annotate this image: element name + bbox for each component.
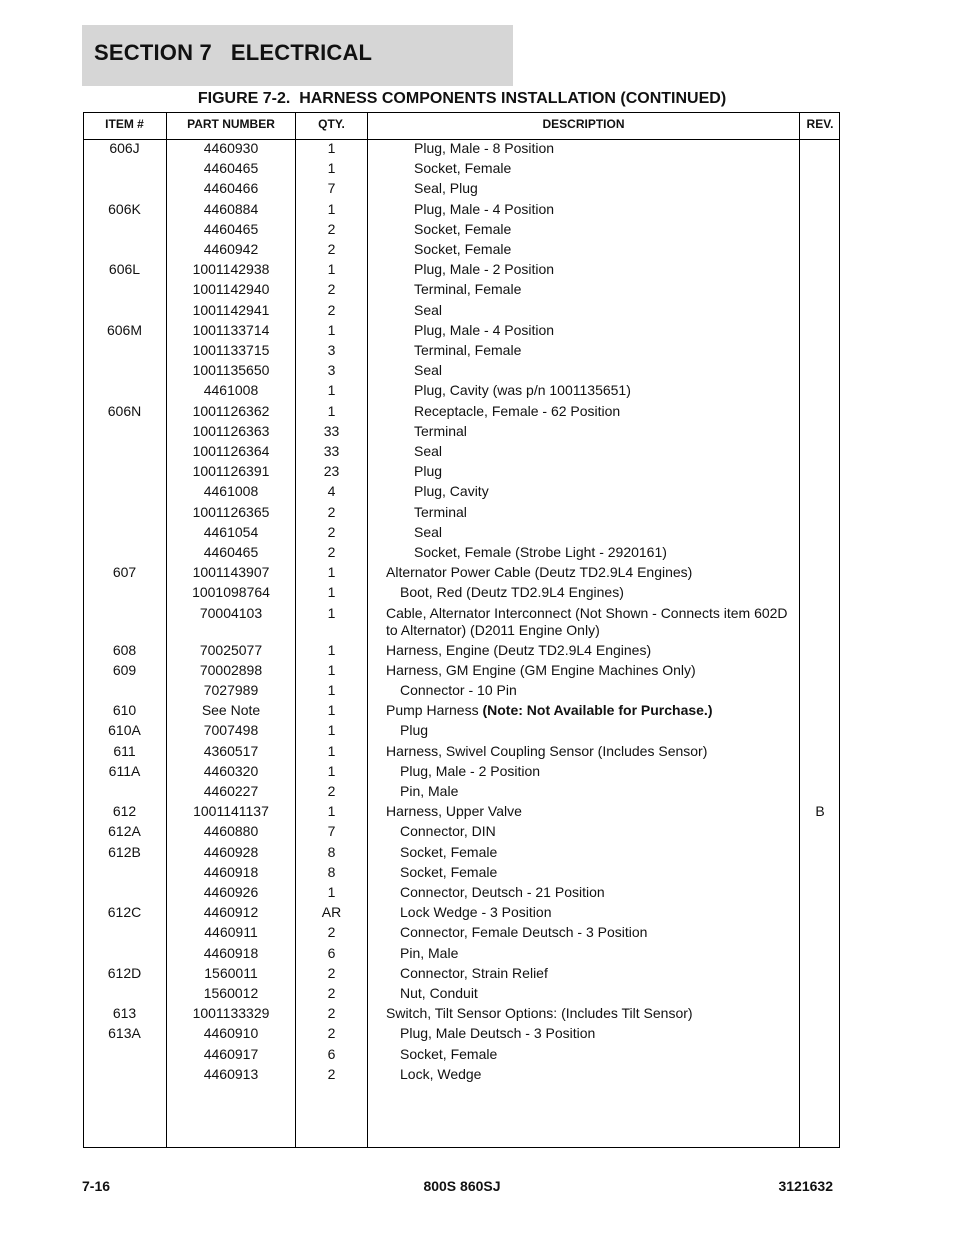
page-number: 7-16 xyxy=(82,1178,111,1194)
description: Plug, Male - 2 Position xyxy=(414,261,555,278)
part-number: 70025077 xyxy=(199,641,263,658)
part-number: 4460910 xyxy=(203,1025,259,1042)
quantity: 1 xyxy=(327,641,336,658)
quantity: 1 xyxy=(327,382,336,399)
quantity: 2 xyxy=(327,1005,336,1022)
description: Socket, Female xyxy=(400,843,498,860)
table-row xyxy=(83,362,840,382)
quantity: 7 xyxy=(327,180,336,197)
item-number: 611A xyxy=(108,762,141,779)
part-number: 4460918 xyxy=(203,944,259,961)
table-row xyxy=(83,1046,840,1066)
table-row xyxy=(83,342,840,362)
item-number: 607 xyxy=(112,564,137,581)
part-number: 7007498 xyxy=(203,722,259,739)
description: Harness, GM Engine (GM Engine Machines Only) xyxy=(386,661,696,678)
quantity: 1 xyxy=(327,564,336,581)
description: Terminal xyxy=(414,503,467,520)
description: Seal, Plug xyxy=(414,180,478,197)
part-number: 4460918 xyxy=(203,863,259,880)
item-number: 606J xyxy=(109,140,140,156)
table-row xyxy=(83,945,840,965)
part-number: 4460911 xyxy=(204,924,258,941)
part-number: 4460320 xyxy=(203,762,259,779)
part-number: 1001141137 xyxy=(193,803,269,820)
quantity: 1 xyxy=(327,682,336,698)
quantity: 2 xyxy=(327,985,336,1001)
table-row xyxy=(83,241,840,261)
quantity: 2 xyxy=(327,220,336,237)
part-number: 4460884 xyxy=(203,200,259,217)
quantity: 23 xyxy=(323,463,340,480)
table-row xyxy=(83,904,840,924)
part-number: 4460880 xyxy=(203,823,259,840)
description: Plug, Male - 8 Position xyxy=(414,140,555,156)
part-number: 1001133714 xyxy=(192,321,270,338)
part-number: 4460465 xyxy=(203,160,259,177)
part-number: 70002898 xyxy=(199,661,263,678)
part-number: 4460917 xyxy=(203,1045,259,1062)
table-row xyxy=(83,604,840,638)
description: Switch, Tilt Sensor Options: (Includes Tilt Sensor) xyxy=(386,1005,693,1022)
table-row xyxy=(83,702,840,722)
quantity: 1 xyxy=(327,402,336,419)
description: Lock Wedge - 3 Position xyxy=(400,904,552,921)
description: Seal xyxy=(414,362,443,379)
quantity: 2 xyxy=(327,281,336,298)
description: Cable, Alternator Interconnect (Not Shown - Connects item 602D to Alternator) (D2011 Engine Only) xyxy=(386,604,788,638)
description: Seal xyxy=(414,443,443,459)
table-row xyxy=(83,443,840,463)
item-number: 606K xyxy=(108,200,141,217)
part-number: 4460928 xyxy=(203,843,259,860)
table-row xyxy=(83,864,840,884)
part-number: 1001133715 xyxy=(192,342,270,358)
table-row xyxy=(83,823,840,843)
column-header-description: DESCRIPTION xyxy=(542,117,625,131)
table-row xyxy=(83,743,840,763)
description: Harness, Engine (Deutz TD2.9L4 Engines) xyxy=(386,641,652,658)
table-row xyxy=(83,803,840,823)
description: Plug, Male - 2 Position xyxy=(400,762,541,779)
description: Nut, Conduit xyxy=(400,985,478,1001)
column-header-qty: QTY. xyxy=(318,117,345,131)
part-number: 1001133329 xyxy=(192,1005,270,1022)
item-number: 610 xyxy=(112,702,137,719)
table-row xyxy=(83,423,840,443)
table-row xyxy=(83,924,840,944)
part-number: 1001142938 xyxy=(192,261,270,278)
description: Terminal, Female xyxy=(414,281,522,298)
table-row xyxy=(83,662,840,682)
table-row xyxy=(83,544,840,564)
description: Socket, Female xyxy=(400,1045,498,1062)
table-row xyxy=(83,965,840,985)
part-number: 1001098764 xyxy=(192,584,270,601)
model-name: 800S 860SJ xyxy=(423,1178,501,1194)
item-number: 611 xyxy=(113,742,136,759)
part-number: 1001126365 xyxy=(192,503,270,520)
description: Connector, Deutsch - 21 Position xyxy=(400,884,605,900)
figure-title: FIGURE 7-2. HARNESS COMPONENTS INSTALLATION (CONTINUED) xyxy=(197,90,727,107)
quantity: 4 xyxy=(327,483,336,500)
quantity: AR xyxy=(321,904,342,921)
part-number: 4460926 xyxy=(203,884,259,900)
item-number: 606L xyxy=(108,261,141,278)
description: Connector - 10 Pin xyxy=(400,682,517,698)
part-number: 4460930 xyxy=(203,140,259,156)
part-number: See Note xyxy=(201,702,261,719)
quantity: 3 xyxy=(327,362,336,379)
description: Terminal xyxy=(414,422,467,439)
part-number: 4461008 xyxy=(203,382,259,399)
description: Alternator Power Cable (Deutz TD2.9L4 Engines) xyxy=(386,564,693,581)
part-number: 4461054 xyxy=(203,523,259,540)
quantity: 2 xyxy=(327,1065,336,1082)
table-row xyxy=(83,180,840,200)
description: Connector, Female Deutsch - 3 Position xyxy=(400,924,648,941)
part-number: 1001126364 xyxy=(192,443,270,459)
quantity: 8 xyxy=(327,843,336,860)
part-number: 4460912 xyxy=(203,904,259,921)
quantity: 1 xyxy=(327,160,336,177)
description: Connector, Strain Relief xyxy=(400,964,548,981)
part-number: 4360517 xyxy=(203,742,259,759)
quantity: 1 xyxy=(327,884,336,900)
item-number: 612 xyxy=(112,803,137,820)
description: Plug, Male - 4 Position xyxy=(414,200,555,217)
column-header-rev: REV. xyxy=(806,117,834,131)
item-number: 606M xyxy=(106,321,143,338)
item-number: 612A xyxy=(108,823,141,840)
quantity: 2 xyxy=(327,503,336,520)
description: Plug, Male - 4 Position xyxy=(414,321,555,338)
description: Seal xyxy=(414,301,443,318)
table-row xyxy=(83,322,840,342)
item-number: 609 xyxy=(112,661,137,678)
description: Pin, Male xyxy=(400,944,459,961)
table-row xyxy=(83,302,840,322)
part-number: 1560011 xyxy=(204,964,258,981)
quantity: 1 xyxy=(327,722,336,739)
table-row xyxy=(83,584,840,604)
quantity: 1 xyxy=(327,140,336,156)
description: Harness, Swivel Coupling Sensor (Includes Sensor) xyxy=(386,742,708,759)
table-row xyxy=(83,1005,840,1025)
part-number: 1001135650 xyxy=(192,362,270,379)
description: Plug xyxy=(400,722,429,739)
description: Plug, Cavity (was p/n 1001135651) xyxy=(414,382,631,399)
part-number: 1001143907 xyxy=(192,564,270,581)
part-number: 1001142941 xyxy=(192,301,270,318)
item-number: 606N xyxy=(107,402,142,419)
quantity: 1 xyxy=(327,261,336,278)
quantity: 6 xyxy=(327,944,336,961)
table-row xyxy=(83,463,840,483)
table-row xyxy=(83,844,840,864)
table-row xyxy=(83,985,840,1005)
quantity: 1 xyxy=(327,200,336,217)
quantity: 3 xyxy=(327,342,336,358)
part-number: 4460913 xyxy=(203,1065,259,1082)
table-row xyxy=(83,281,840,301)
quantity: 2 xyxy=(327,964,336,981)
description: Harness, Upper Valve xyxy=(386,803,522,820)
quantity: 2 xyxy=(327,523,336,540)
table-row xyxy=(83,382,840,402)
quantity: 2 xyxy=(327,241,336,257)
revision: B xyxy=(815,803,825,820)
description: Pin, Male xyxy=(400,783,459,799)
item-number: 610A xyxy=(108,722,141,739)
quantity: 2 xyxy=(327,783,336,799)
table-row xyxy=(83,483,840,503)
description: Connector, DIN xyxy=(400,823,496,840)
quantity: 1 xyxy=(327,803,336,820)
table-row xyxy=(83,524,840,544)
quantity: 2 xyxy=(327,1025,336,1042)
quantity: 1 xyxy=(327,762,336,779)
table-row xyxy=(83,221,840,241)
table-row xyxy=(83,1025,840,1045)
part-number: 4460465 xyxy=(203,220,259,237)
description: Socket, Female xyxy=(414,220,512,237)
part-number: 4460466 xyxy=(203,180,259,197)
item-number: 612B xyxy=(108,843,141,860)
quantity: 2 xyxy=(327,301,336,318)
description: Plug, Male Deutsch - 3 Position xyxy=(400,1025,596,1042)
quantity: 1 xyxy=(327,584,336,601)
table-row xyxy=(83,564,840,584)
description: Socket, Female (Strobe Light - 2920161) xyxy=(414,544,667,560)
quantity: 33 xyxy=(323,443,340,459)
table-row xyxy=(83,403,840,423)
description: Seal xyxy=(414,523,443,540)
description: Socket, Female xyxy=(414,160,512,177)
part-number: 70004103 xyxy=(199,604,263,621)
description xyxy=(386,702,796,719)
table-row xyxy=(83,140,840,160)
quantity: 1 xyxy=(327,604,336,621)
part-number: 1001126362 xyxy=(192,402,270,419)
table-row xyxy=(83,261,840,281)
table-row xyxy=(83,1066,840,1086)
quantity: 2 xyxy=(327,544,336,560)
column-header-item: ITEM # xyxy=(105,117,144,131)
part-number: 4461008 xyxy=(203,483,259,500)
quantity: 1 xyxy=(327,742,336,759)
item-number: 613A xyxy=(108,1025,141,1042)
table-row xyxy=(83,763,840,783)
description: Receptacle, Female - 62 Position xyxy=(414,402,621,419)
quantity: 1 xyxy=(327,661,336,678)
part-number: 4460227 xyxy=(203,783,259,799)
section-title: SECTION 7 ELECTRICAL xyxy=(94,40,373,65)
table-row xyxy=(83,884,840,904)
description: Plug xyxy=(414,463,443,480)
description: Boot, Red (Deutz TD2.9L4 Engines) xyxy=(400,584,624,601)
item-number: 612C xyxy=(107,904,142,921)
table-row xyxy=(83,201,840,221)
description: Lock, Wedge xyxy=(400,1065,482,1082)
table-row xyxy=(83,682,840,702)
table-row xyxy=(83,504,840,524)
quantity: 1 xyxy=(327,702,336,719)
item-number: 612D xyxy=(107,964,142,981)
table-row xyxy=(83,160,840,180)
table-row xyxy=(83,722,840,742)
description-note: (Note: Not Available for Purchase.) xyxy=(482,702,713,719)
quantity: 1 xyxy=(327,321,336,338)
item-number: 613 xyxy=(112,1005,137,1022)
part-number: 7027989 xyxy=(203,682,259,698)
table-row xyxy=(83,783,840,803)
part-number: 1560012 xyxy=(203,985,259,1001)
part-number: 1001142940 xyxy=(192,281,270,298)
part-number: 1001126391 xyxy=(192,463,270,480)
description: Terminal, Female xyxy=(414,342,522,358)
part-number: 1001126363 xyxy=(192,422,270,439)
quantity: 33 xyxy=(323,422,340,439)
quantity: 2 xyxy=(327,924,336,941)
description: Socket, Female xyxy=(400,863,498,880)
column-header-part-number: PART NUMBER xyxy=(187,117,275,131)
quantity: 8 xyxy=(327,863,336,880)
document-number: 3121632 xyxy=(778,1178,833,1194)
description-text: Pump Harness xyxy=(386,702,483,719)
table-row xyxy=(83,642,840,662)
item-number: 608 xyxy=(112,641,137,658)
description: Socket, Female xyxy=(414,241,512,257)
quantity: 7 xyxy=(327,823,336,840)
part-number: 4460465 xyxy=(203,544,259,560)
description: Plug, Cavity xyxy=(414,483,489,500)
quantity: 6 xyxy=(327,1045,336,1062)
part-number: 4460942 xyxy=(203,241,259,257)
